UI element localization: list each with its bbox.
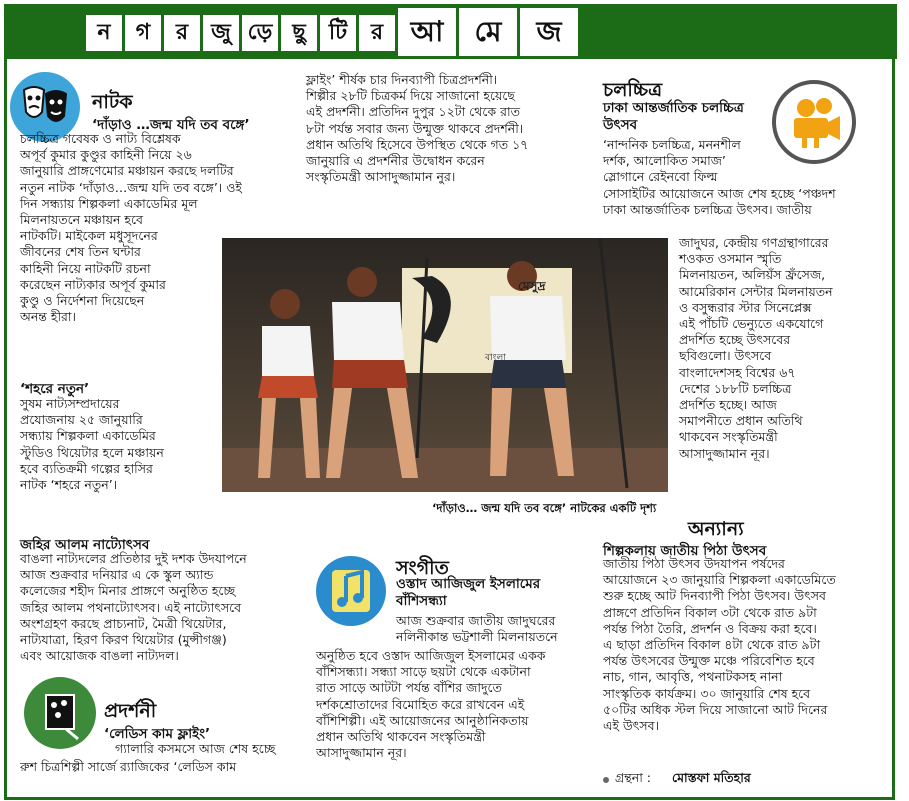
masthead-char: ছু <box>281 15 317 51</box>
zahir-body: বাঙলা নাট্যদলের প্রতিষ্ঠার দুই দশক উদযাপনে আজ শুক্রবার দনিয়ার এ কে স্কুল অ্যান্ড কলেজের শহীদ মিনার প্রাঙ্গণে অনুষ্ঠিত হচ্ছে জহির আলম পথনাট্যোৎসব। এই নাট্যোৎসবে অংশগ্রহণ করছে প্রাচ্যনাট, মৈত্রী থিয়েটার, নাট্যযাত্রা, হিরণ কিরণ থিয়েটার (মুন্সীগঞ্জ) এবং আয়োজক বাঙলা নাট্যদল। <box>20 551 247 664</box>
others-heading: অন্যান্য <box>688 518 744 540</box>
masthead-char: র <box>359 15 395 51</box>
masthead-char-large: আ <box>398 8 456 56</box>
masthead-banner <box>4 4 897 59</box>
music-subheading: ওস্তাদ আজিজুল ইসলামের বাঁশিসন্ধ্যা <box>396 576 541 609</box>
film-body-1: ‘নান্দনিক চলচ্চিত্র, মননশীল দর্শক, আলোকিত সমাজ’ স্লোগানে রেইনবো ফিল্ম সোসাইটির আয়োজনে আজ শেষ হচ্ছে ‘পঞ্চদশ ঢাকা আন্তর্জাতিক চলচ্চিত্র উৎসব। জাতীয় <box>603 137 836 217</box>
natok-subheading-1: ‘দাঁড়াও …জন্ম যদি তব বঙ্গে’ <box>92 117 250 133</box>
stage-banner-logo: বাংলা <box>485 353 506 363</box>
exhibition-subheading: ‘লেডিস কাম ফ্লাইং’ <box>104 726 211 742</box>
natok-subheading-2: ‘শহরে নতুন’ <box>20 381 90 397</box>
masthead-char: গ <box>125 15 161 51</box>
masthead-char: ন <box>86 15 122 51</box>
credit-name: মোস্তফা মতিহার <box>672 770 751 785</box>
others-subheading: শিল্পকলায় জাতীয় পিঠা উৎসব <box>603 543 767 559</box>
drama-scene-photo <box>222 238 668 492</box>
stage-banner-text: মেসুদ্র <box>518 279 546 293</box>
music-note-icon <box>316 556 386 626</box>
masthead-char: র <box>164 15 200 51</box>
masthead-char: জু <box>203 15 239 51</box>
natok-heading: নাটক <box>92 91 133 113</box>
film-heading: চলচ্চিত্র <box>603 79 663 101</box>
zahir-heading: জহির আলম নাট্যোৎসব <box>20 537 150 553</box>
music-body-1: আজ শুক্রবার জাতীয় জাদুঘরের নলিনীকান্ত ভট্টশালী মিলনায়তনে <box>396 613 558 645</box>
exhibition-heading: প্রদর্শনী <box>104 700 157 722</box>
natok-body-2: সুষম নাট্যসম্প্রদায়ের প্রযোজনায় ২৫ জানুয়ারি সন্ধ্যায় শিল্পকলা একাডেমির স্টুডিও থিয়েটার হলে মঞ্চায়ন হবে ব্যতিক্রমী গল্পের হাসির নাটক ‘শহরে নতুন’। <box>20 396 164 493</box>
film-body-2: জাদুঘর, কেন্দ্রীয় গণগ্রন্থাগারের শওকত ওসমান স্মৃতি মিলনায়তন, অলিয়ঁস ফ্রঁসেজ, আমেরিকান সেন্টার মিলনায়তন ও বসুন্ধরার স্টার সিনেপ্লেক্স এই পাঁচটি ভেন্যুতে একযোগে প্রদর্শিত হচ্ছে উৎসবের ছবিগুলো। উৎসবে বাংলাদেশসহ বিশ্বের ৬৭ দেশের ১৮৮টি চলচ্চিত্র প্রদর্শিত হচ্ছে। আজ সমাপনীতে প্রধান অতিথি থাকবেন সংস্কৃতিমন্ত্রী আসাদুজ্জামান নূর। <box>679 235 833 461</box>
credit-bullet <box>603 777 609 783</box>
masthead-char: ড়ে <box>242 15 278 51</box>
exhibition-continued-body: ফ্লাইং’ শীর্ষক চার দিনব্যাপী চিত্রপ্রদর্শনী। শিল্পীর ২৮টি চিত্রকর্ম দিয়ে সাজানো হয়েছে এই প্রদর্শনী। প্রতিদিন দুপুর ১২টা থেকে রাত ৮টা পর্যন্ত সবার জন্য উন্মুক্ত থাকবে প্রদর্শনী। প্রধান অতিথি হিসেবে উপস্থিত থেকে গত ১৭ জানুয়ারি এ প্রদর্শনীর উদ্বোধন করেন সংস্কৃতিমন্ত্রী আসাদুজ্জামান নুর। <box>306 72 529 185</box>
natok-body-1: চলচ্চিত্র গবেষক ও নাট্য বিশ্লেষক অপূর্ব কুমার কুণ্ডুর কাহিনী নিয়ে ২৬ জানুয়ারি প্রাঙ্গণেমোর মঞ্চায়ন করছে দলটির নতুন নাটক ‘দাঁড়াও…জন্ম যদি তব বঙ্গে’। ওই দিন সন্ধ্যায় শিল্পকলা একাডেমির মূল মিলনায়তনে মঞ্চায়ন হবে নাটকটি। মাইকেল মধুসূদনের জীবনের শেষ তিন ঘন্টার কাহিনী নিয়ে নাটকটি রচনা করেছেন নাট্যকার অপূর্ব কুমার কুণ্ডু ও নির্দেশনা দিয়েছেন অনন্ত হীরা। <box>20 131 242 325</box>
others-body: জাতীয় পিঠা উৎসব উদযাপন পর্ষদের আয়োজনে ২৩ জানুয়ারি শিল্পকলা একাডেমিতে শুরু হচ্ছে আট দিনব্যাপী পিঠা উৎসব। উৎসব প্রাঙ্গণে প্রতিদিন বিকাল ৩টা থেকে রাত ৯টা পর্যন্ত পিঠা তৈরি, প্রদর্শন ও বিক্রয় করা হবে। এ ছাড়া প্রতিদিন বিকাল ৪টা থেকে রাত ৯টা পর্যন্ত উৎসবের উন্মুক্ত মঞ্চে পরিবেশিত হবে নাচ, গান, আবৃত্তি, পথনাটকসহ নানা সাংস্কৃতিক কার্যক্রম। ৩০ জানুয়ারি শেষ হবে ৫০টির অধিক স্টল দিয়ে সাজানো আট দিনের এই উৎসব। <box>603 556 836 734</box>
masthead-char-large: জ <box>520 8 578 56</box>
exhibition-body-2: রুশ চিত্রশিল্পী সার্জে র‍্যাজিকের ‘লেডিস কাম <box>20 759 237 774</box>
music-body-2: অনুষ্ঠিত হবে ওস্তাদ আজিজুল ইসলামের একক বাঁশিসন্ধ্যা। সন্ধ্যা সাড়ে ছয়টা থেকে একটানা রাত সাড়ে আটটা পর্যন্ত বাঁশির জাদুতে দর্শকশ্রোতাদের বিমোহিত করে রাখবেন এই বাঁশিশিল্পী। এই আয়োজনের আনুষ্ঠানিকতায় প্রধান অতিথি থাকবেন সংস্কৃতিমন্ত্রী আসাদুজ্জামান নূর। <box>316 648 546 761</box>
exhibition-body-1: গ্যালারি কসমসে আজ শেষ হচ্ছে <box>115 741 276 756</box>
photo-caption: ‘দাঁড়াও… জন্ম যদি তব বঙ্গে’ নাটকের একটি দৃশ্য <box>432 501 657 515</box>
credit-label: গ্রন্থনা : <box>615 770 652 785</box>
film-subheading: ঢাকা আন্তর্জাতিক চলচ্চিত্র উৎসব <box>603 100 744 133</box>
masthead-char: টি <box>320 15 356 51</box>
masthead-char-large: মে <box>459 8 517 56</box>
palette-icon <box>24 677 96 749</box>
music-heading: সংগীত <box>396 557 449 579</box>
